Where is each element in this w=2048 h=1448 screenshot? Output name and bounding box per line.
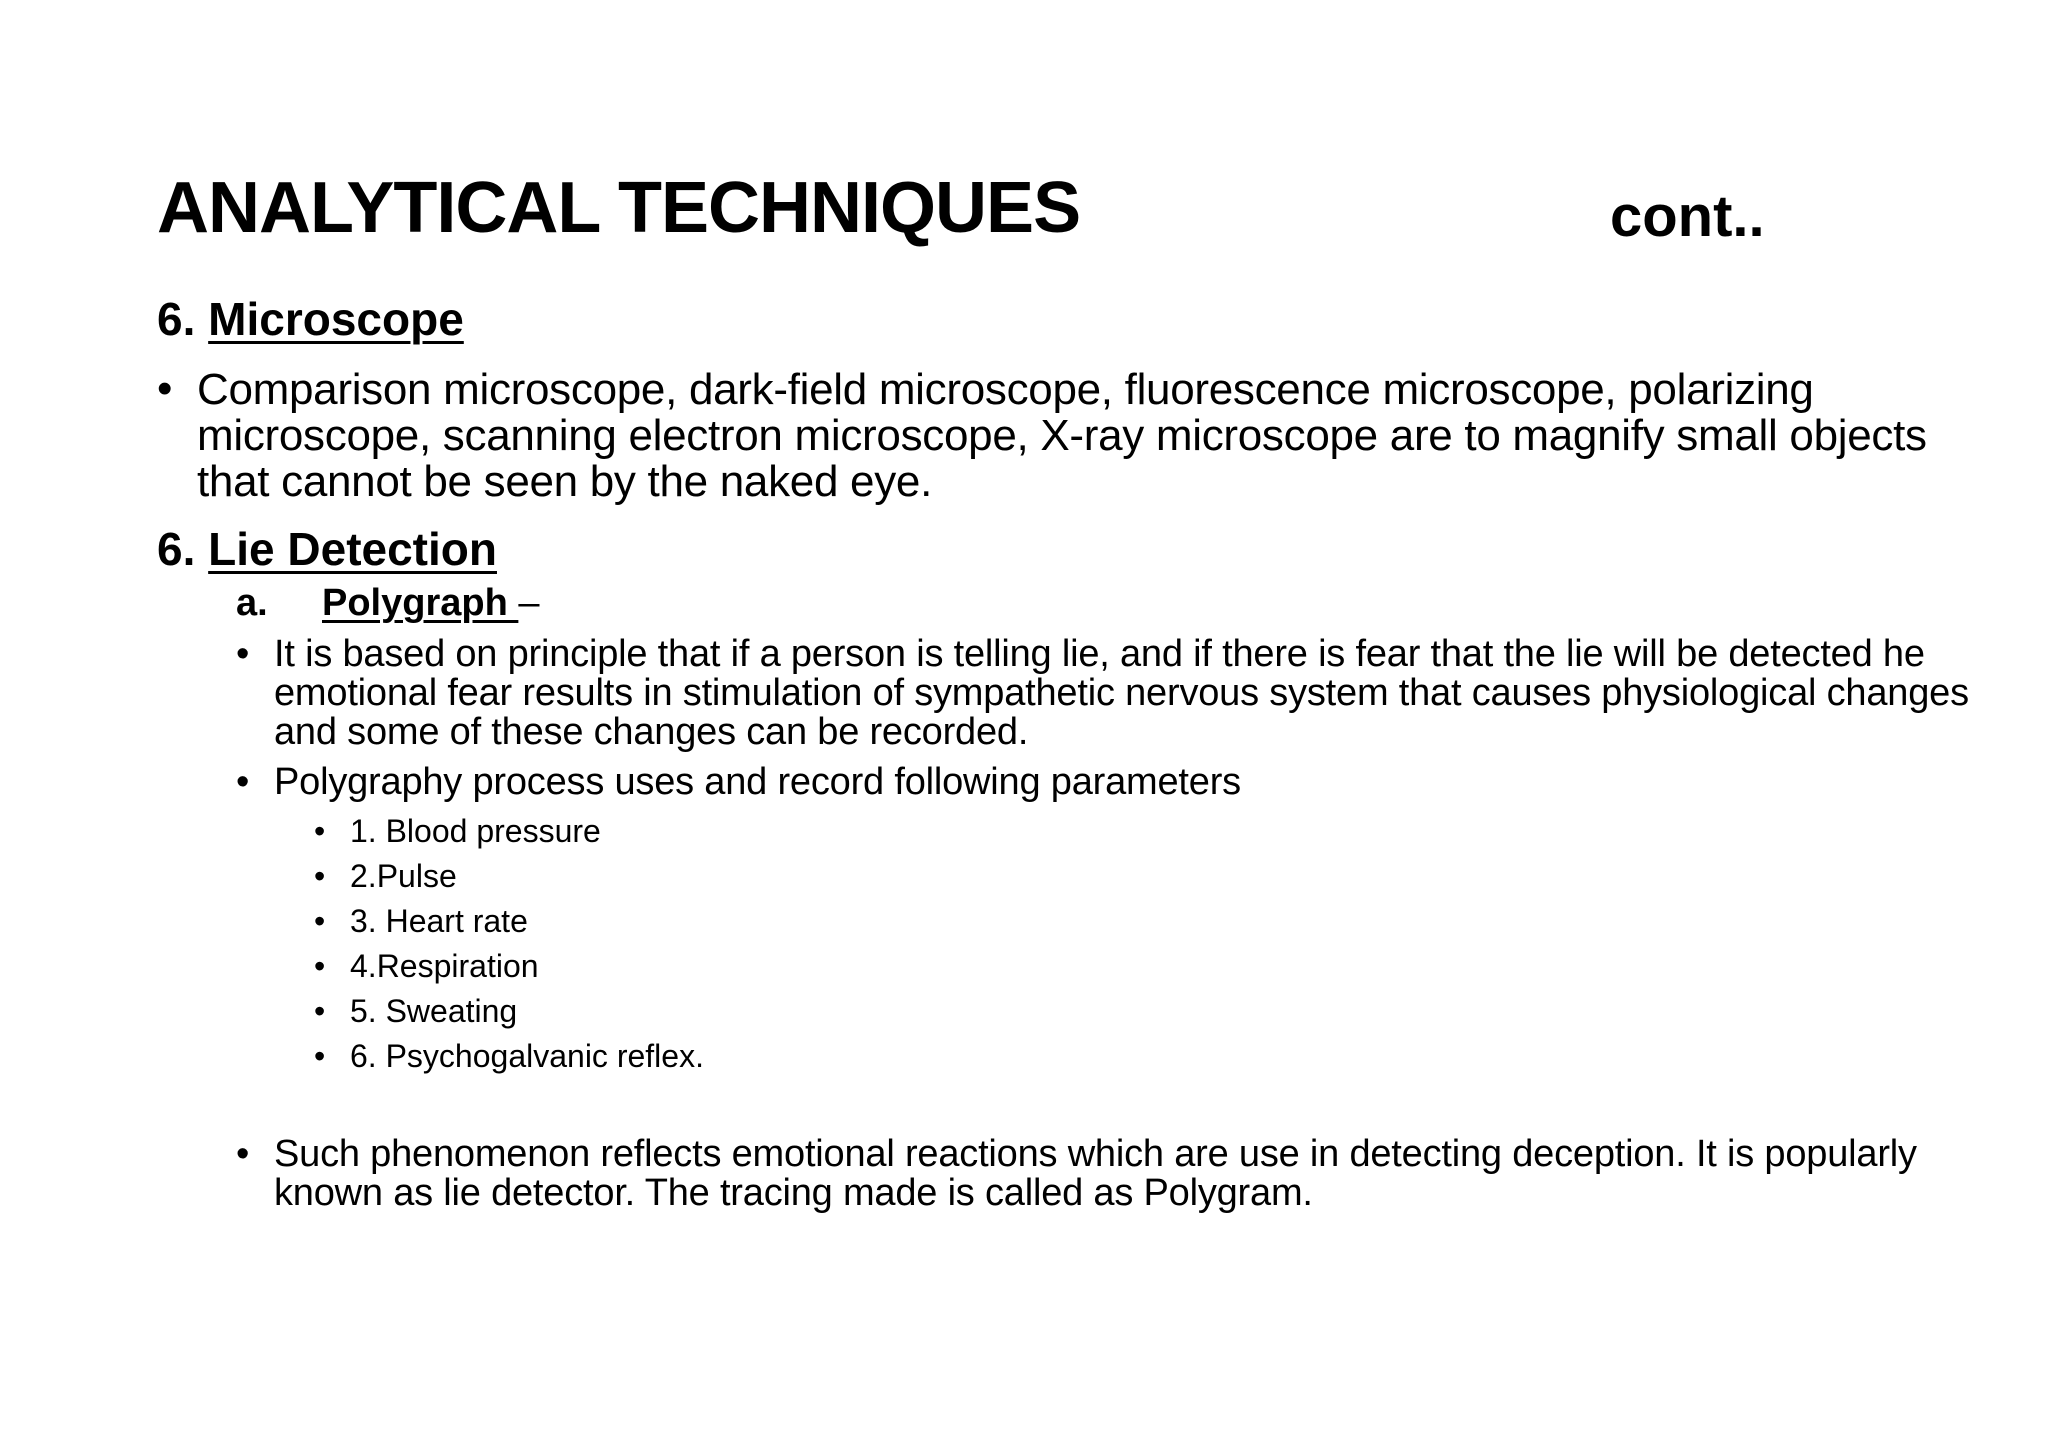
principle-bullet: [236, 635, 1986, 752]
list-item: [314, 995, 704, 1040]
subheading-polygraph: [236, 584, 540, 622]
summary-bullet: [236, 1135, 1996, 1213]
slide-title: ANALYTICAL TECHNIQUES: [157, 168, 1081, 248]
list-item: [314, 905, 704, 950]
sub-dash: –: [518, 582, 540, 624]
list-item: [314, 860, 704, 905]
parameter-text: 3. Heart rate: [350, 903, 528, 939]
process-bullet: [236, 763, 1986, 802]
title-continued-label: cont..: [1610, 184, 1765, 249]
process-bullet-text: Polygraphy process uses and record following parameters: [274, 761, 1241, 803]
sub-label: a.: [236, 582, 268, 624]
parameter-text: 1. Blood pressure: [350, 813, 601, 849]
parameter-text: 4.Respiration: [350, 948, 539, 984]
section-heading-lie-detection: [157, 523, 497, 575]
section-heading-microscope: [157, 293, 464, 345]
sub-title: Polygraph: [322, 582, 519, 624]
bullet-dot: •: [236, 1133, 250, 1175]
principle-bullet-text: It is based on principle that if a person is telling lie, and if there is fear that the lie will be detected he emotional fear results in stimulation of sympathetic nervous system that causes physiological changes and some of these changes can be recorded.: [274, 633, 1969, 753]
bullet-dot: •: [314, 858, 326, 894]
section-title: Lie Detection: [208, 523, 497, 575]
microscope-bullet-text: Comparison microscope, dark-field microscope, fluorescence microscope, polarizing microscope, scanning electron microscope, X-ray microscope are to magnify small objects that cannot be seen by the naked eye.: [197, 365, 1927, 506]
microscope-bullet: [157, 364, 1987, 506]
parameters-list: [314, 815, 704, 1085]
bullet-dot: •: [236, 761, 250, 803]
section-number: 6.: [157, 523, 196, 575]
bullet-dot: •: [314, 813, 326, 849]
bullet-dot: •: [314, 993, 326, 1029]
list-item: [314, 815, 704, 860]
bullet-dot: •: [314, 1038, 326, 1074]
list-item: [314, 950, 704, 995]
bullet-dot: •: [236, 633, 250, 675]
list-item: [314, 1040, 704, 1085]
parameter-text: 2.Pulse: [350, 858, 457, 894]
section-title: Microscope: [208, 293, 464, 345]
summary-bullet-text: Such phenomenon reflects emotional reactions which are use in detecting deception. It is popularly known as lie detector. The tracing made is called as Polygram.: [274, 1133, 1917, 1214]
parameter-text: 6. Psychogalvanic reflex.: [350, 1038, 704, 1074]
bullet-dot: •: [314, 903, 326, 939]
bullet-dot: •: [157, 364, 173, 413]
bullet-dot: •: [314, 948, 326, 984]
parameter-text: 5. Sweating: [350, 993, 518, 1029]
section-number: 6.: [157, 293, 196, 345]
